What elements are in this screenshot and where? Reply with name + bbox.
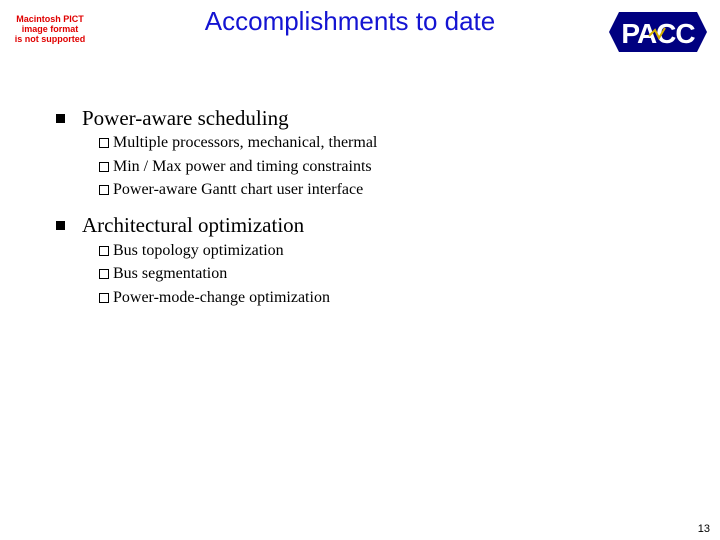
hollow-square-bullet-icon xyxy=(99,185,109,195)
hollow-square-bullet-icon xyxy=(99,138,109,148)
hollow-square-bullet-icon xyxy=(99,246,109,256)
filled-square-bullet-icon xyxy=(56,114,65,123)
placeholder-line: image format xyxy=(21,24,79,34)
bullet-item xyxy=(56,106,289,131)
sub-bullet-text: Power-aware Gantt chart user interface xyxy=(113,181,364,198)
placeholder-line: Macintosh PICT xyxy=(16,14,84,24)
sub-bullet-item xyxy=(99,265,227,283)
filled-square-bullet-icon xyxy=(56,221,65,230)
sub-bullet-text: Bus segmentation xyxy=(113,265,228,282)
bullet-text: Architectural optimization xyxy=(82,213,305,237)
placeholder-line: is not supported xyxy=(14,34,86,44)
sub-bullet-item xyxy=(99,134,377,152)
sub-bullet-text: Min / Max power and timing constraints xyxy=(113,158,372,175)
pacc-logo-icon xyxy=(609,12,707,52)
hollow-square-bullet-icon xyxy=(99,293,109,303)
sub-bullet-item xyxy=(99,181,363,199)
sub-bullet-item xyxy=(99,242,284,260)
svg-text:PACC: PACC xyxy=(621,18,695,49)
page-number: 13 xyxy=(697,523,710,535)
bullet-text: Power-aware scheduling xyxy=(82,106,289,130)
slide-title: Accomplishments to date xyxy=(204,6,496,36)
hollow-square-bullet-icon xyxy=(99,162,109,172)
sub-bullet-text: Bus topology optimization xyxy=(113,242,284,259)
sub-bullet-item xyxy=(99,158,372,176)
sub-bullet-text: Power-mode-change optimization xyxy=(113,289,330,306)
bullet-item xyxy=(56,213,304,238)
hollow-square-bullet-icon xyxy=(99,269,109,279)
sub-bullet-item xyxy=(99,289,330,307)
sub-bullet-text: Multiple processors, mechanical, thermal xyxy=(113,134,378,151)
